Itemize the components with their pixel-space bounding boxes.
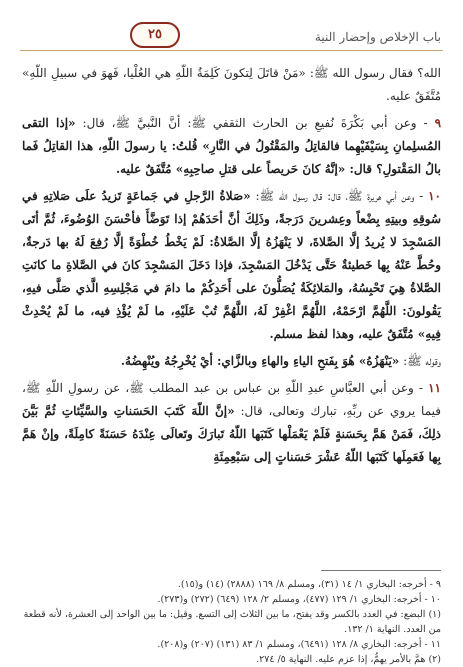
- hadith-intro: - وعن أبي العبَّاسِ عبدِ اللّهِ بن عباس بن عبد المطلب ﷺ، عن رسولِ اللّهِ ﷺ، فيما يروي عن ربِّهِ، تبارك وتعالى، قال:: [22, 381, 442, 418]
- hadith-number: ١٠: [428, 189, 441, 203]
- hadith-intro: وقوله ﷺ:: [399, 354, 441, 368]
- footnote: ١١ - أخرجه: البخاري ٨/ ١٢٨ (٦٤٩١)، ومسلم ١/ ٨٣ (١٣١) (٢٠٧) و(٢٠٨).: [157, 639, 441, 650]
- main-text: [22, 62, 441, 469]
- chapter-title: باب الإخلاص وإحضار النية: [314, 30, 441, 44]
- hadith-text: «صَلاةُ الرَّجلِ في جَماعَةٍ تَزيدُ علَى صَلاتِهِ في سُوقِهِ وبيتِهِ بِضْعاً وعِشرينَ دَرَجةً، وذَلِكَ أنَّ أحَدَهُمْ إذا تَوَضَّأَ فأحْسَنَ الوُضُوءَ، ثُمَّ أتَى المَسْجِدَ لا يُريدُ إلَّا الصَّلاةَ، لا يَنْهَزُهُ إلَّا الصَّلاةُ: لَمْ يَخْطُ خُطْوَةً إلَّا رُفِعَ لَهُ بها دَرجةٌ، وحُطَّ عَنْهُ بِها خَطيئةٌ حَتَّى يَدْخُلَ المَسْجِدَ، فإذا دَخَلَ المَسْجِدَ كانَ في الصَّلاةِ ما كانَتِ الصَّلاةُ هِيَ تَحْبِسُهُ، والمَلائِكَةُ يُصَلُّونَ على أَحَدِكُمْ ما دامَ في مَجْلِسِهِ الَّذي صَلَّى فيهِ، يَقُولونَ: اللَّهُمَّ ارْحَمْهُ، اللَّهُمَّ اغْفِرْ لَهُ، اللَّهُمَّ تُبْ عَلَيْهِ، ما لَمْ يُؤْذِ فيه، ما لَمْ يُحْدِثْ فِيهِ» مُتَّفَقٌ عليه، وهذا لفظ مسلم.: [22, 189, 441, 341]
- footnote: (٢) همَّ بالأمر يهمُّ، إذا عزم عليه. النهاية ٥/ ٢٧٤.: [256, 654, 441, 665]
- paragraph-3: [22, 350, 441, 373]
- hadith-text: «إنَّ اللّهَ كَتَبَ الحَسَناتِ والسَّيِّئاتِ ثُمَّ بَيَّنَ ذلِكَ، فَمَنْ هَمَّ بِحَسَنةٍ فَلَمْ يَعْمَلْها كَتَبَها اللّهُ تَبارَكَ وتَعالَى عِنْدَهُ حَسَنَةً كامِلَةً، وإنْ هَمَّ بِها فَعَمِلَها كَتَبَها اللّهُ عَشْرَ حَسَناتٍ إلى سَبْعِمِئَةِ: [22, 404, 441, 464]
- paragraph-0: [22, 62, 441, 108]
- page-header: [20, 20, 443, 51]
- footnote-separator: [321, 570, 441, 571]
- footnote: ٩ - أخرجه: البخاري ١/ ١٤ (٣١)، ومسلم ٨/ ١٦٩ (٢٨٨٨) (١٤) و(١٥).: [177, 579, 441, 590]
- hadith-number: ٩: [434, 116, 442, 130]
- hadith-intro: - وعن أبي بَكْرَةَ نُفيعِ بن الحارث الثقفي ﷺ: أنَّ النَّبيَّ ﷺ، قال:: [75, 116, 435, 130]
- paragraph-1: [22, 112, 441, 181]
- footnotes: [22, 577, 441, 667]
- hadith-number: ١١: [428, 381, 441, 395]
- hadith-text: «إذا التقى المُسلِمانِ بِسَيْفَيْهِما فالقاتِلُ والمَقْتُولُ في النَّارِ» قُلتُ: يا رسولَ اللّهِ، هذا القاتِلُ فَما بالُ المَقْتولِ؟ قال: «إنَّهُ كانَ حَريصاً على قتلِ صاحِبِهِ» مُتَّفَقٌ عليه.: [22, 116, 441, 176]
- footnote: (١) البضع: في العدد بالكسر وقد يفتح، ما بين الثلاث إلى التسع. وقيل: ما بين الواحد إلى العشرة، لأنه قطعة من العدد. النهاية ١/ ١٣٢.: [23, 609, 441, 635]
- hadith-text: الله؟ فقال رسول الله ﷺ: «مَنْ قاتَلَ لِتكونَ كَلِمَةُ اللّهِ هي العُلْيا، فَهوَ في سبيلِ اللّهِ» مُتَّفَقٌ عليه.: [22, 66, 441, 103]
- footnote: ١٠ - أخرجه: البخاري ١/ ١٢٩ (٤٧٧)، ومسلم ٢/ ١٢٨ (٦٤٩) (٢٧٢) و(٢٧٣).: [157, 594, 441, 605]
- hadith-text: «يَنْهَزُهُ» هُوَ بِفَتحِ الياءِ والهاءِ وبالزَّاي: أيْ يُخْرِجُهُ ويُنْهِضُهُ.: [120, 354, 400, 368]
- paragraph-2: [22, 185, 441, 346]
- hadith-intro: - وعن أبي هريرة ﷺ، قال: قال رسول اللّه ﷺ:: [250, 189, 429, 203]
- page-number-badge: ٢٥: [130, 22, 180, 48]
- paragraph-4: [22, 377, 441, 469]
